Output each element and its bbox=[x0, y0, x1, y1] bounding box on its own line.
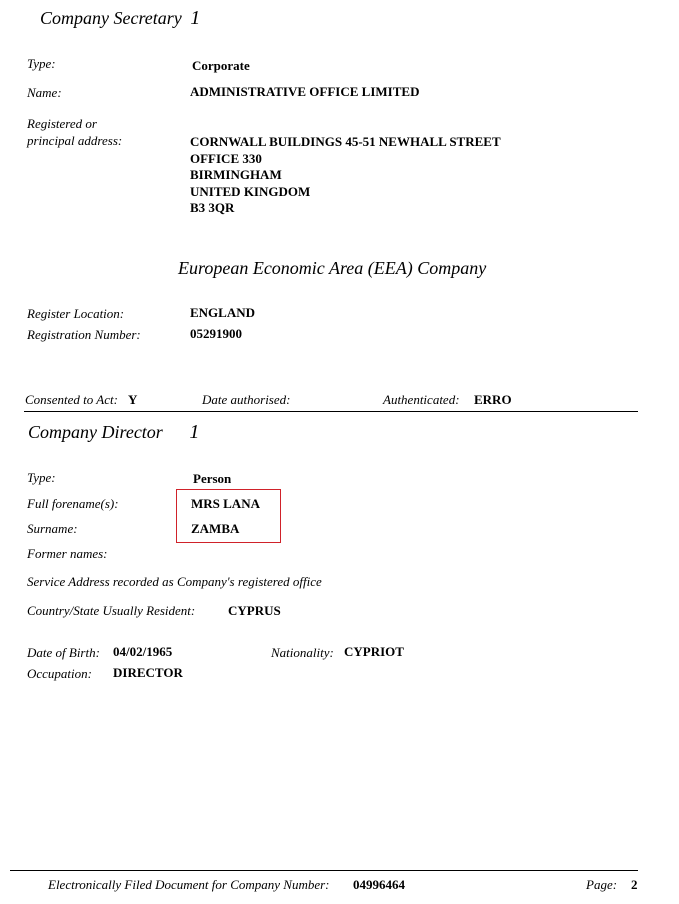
register-location-label: Register Location: bbox=[27, 306, 125, 321]
secretary-type-label: Type: bbox=[27, 56, 56, 71]
director-type-value: Person bbox=[193, 471, 232, 486]
forename-label: Full forename(s): bbox=[27, 496, 119, 511]
secretary-name-label: Name: bbox=[27, 85, 62, 100]
consented-value: Y bbox=[128, 392, 138, 407]
director-heading bbox=[28, 421, 199, 444]
secretary-heading bbox=[40, 7, 200, 30]
secretary-heading-text: Company Secretary bbox=[40, 8, 182, 28]
address-line: B3 3QR bbox=[190, 200, 235, 215]
occupation-value: DIRECTOR bbox=[113, 665, 183, 680]
consented-label: Consented to Act: bbox=[25, 392, 118, 407]
country-label: Country/State Usually Resident: bbox=[27, 603, 196, 618]
section-divider bbox=[24, 411, 638, 412]
dob-label: Date of Birth: bbox=[27, 645, 100, 660]
secretary-address-label-1: Registered or bbox=[27, 116, 97, 131]
forename-value: MRS LANA bbox=[191, 496, 260, 511]
authenticated-label: Authenticated: bbox=[383, 392, 460, 407]
address-line: BIRMINGHAM bbox=[190, 167, 282, 182]
footer-page-label: Page: bbox=[586, 877, 618, 892]
footer-page-number: 2 bbox=[631, 877, 638, 892]
director-type-label: Type: bbox=[27, 470, 56, 485]
director-heading-text: Company Director bbox=[28, 422, 163, 442]
authenticated-value: ERRO bbox=[474, 392, 512, 407]
occupation-label: Occupation: bbox=[27, 666, 92, 681]
date-authorised-label: Date authorised: bbox=[202, 392, 291, 407]
surname-value: ZAMBA bbox=[191, 521, 240, 536]
nationality-label: Nationality: bbox=[271, 645, 334, 660]
director-number: 1 bbox=[189, 421, 200, 443]
nationality-value: CYPRIOT bbox=[344, 644, 404, 659]
address-line: OFFICE 330 bbox=[190, 150, 262, 166]
secretary-address-label-2: principal address: bbox=[27, 133, 123, 148]
register-location-value: ENGLAND bbox=[190, 305, 256, 320]
address-line: UNITED KINGDOM bbox=[190, 183, 311, 199]
secretary-type-value: Corporate bbox=[192, 58, 250, 73]
service-address-note: Service Address recorded as Company's registered office bbox=[27, 574, 322, 589]
address-line: CORNWALL BUILDINGS 45-51 NEWHALL STREET bbox=[190, 134, 501, 149]
footer-company-number: 04996464 bbox=[353, 877, 405, 892]
secretary-address bbox=[190, 134, 501, 217]
registration-number-value: 05291900 bbox=[190, 326, 242, 341]
footer-rule bbox=[10, 870, 638, 871]
surname-label: Surname: bbox=[27, 521, 78, 536]
country-value: CYPRUS bbox=[228, 603, 281, 618]
secretary-number: 1 bbox=[190, 7, 201, 29]
secretary-name-value: ADMINISTRATIVE OFFICE LIMITED bbox=[190, 84, 420, 99]
footer-filed-text: Electronically Filed Document for Company Number: bbox=[48, 877, 330, 892]
dob-value: 04/02/1965 bbox=[113, 644, 173, 659]
eea-heading: European Economic Area (EEA) Company bbox=[178, 258, 487, 278]
former-names-label: Former names: bbox=[27, 546, 108, 561]
registration-number-label: Registration Number: bbox=[27, 327, 141, 342]
